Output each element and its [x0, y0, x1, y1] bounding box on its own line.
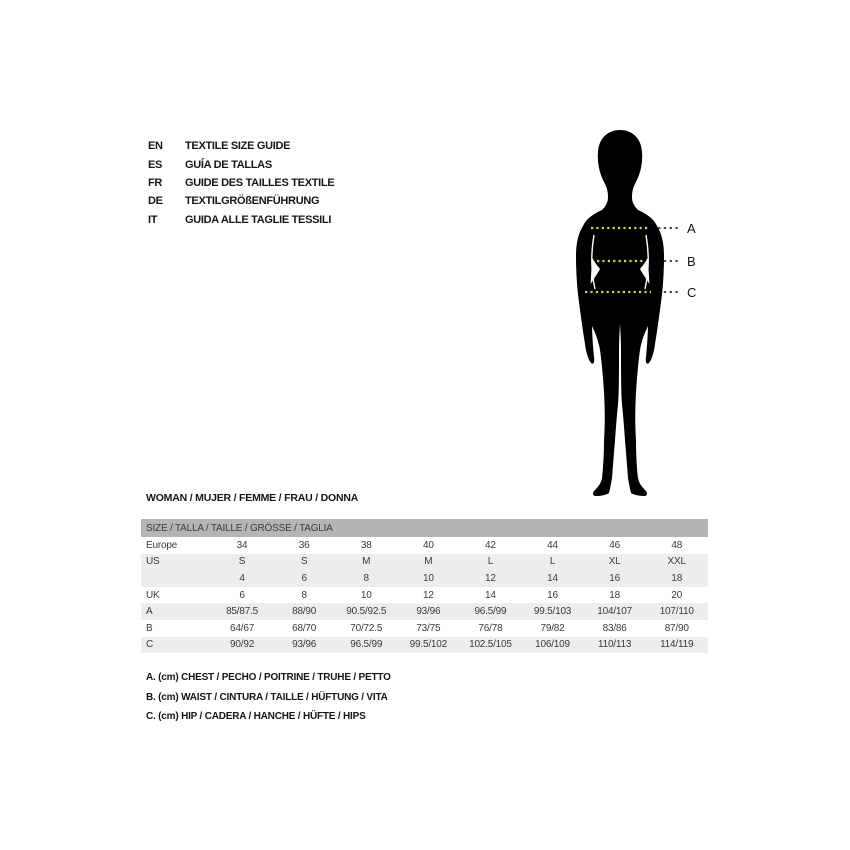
- legend-item: B. (cm) WAIST / CINTURA / TAILLE / HÜFTUNG / VITA: [146, 691, 388, 703]
- measurement-legend: [146, 668, 391, 727]
- measurement-label-c: C: [687, 285, 697, 300]
- size-table-body: [141, 537, 708, 653]
- table-cell: L: [549, 556, 556, 568]
- table-cell: 93/96: [292, 639, 317, 651]
- table-cell: 70/72.5: [350, 622, 383, 634]
- table-cell: 96.5/99: [350, 639, 383, 651]
- table-cell: 48: [671, 539, 683, 551]
- measurement-label-b: B: [687, 254, 696, 269]
- language-label: GUÍA DE TALLAS: [185, 158, 272, 171]
- legend-item: C. (cm) HIP / CADERA / HANCHE / HÜFTE / HIPS: [146, 711, 366, 723]
- legend-item: A. (cm) CHEST / PECHO / POITRINE / TRUHE / PETTO: [146, 672, 391, 683]
- language-title-list: [148, 137, 334, 229]
- table-cell: M: [424, 556, 433, 568]
- table-cell: 79/82: [540, 622, 565, 634]
- size-table: [141, 519, 708, 653]
- table-row: [141, 537, 708, 554]
- table-row: [141, 587, 708, 604]
- table-cell: 44: [547, 539, 558, 551]
- table-cell: 8: [301, 589, 307, 601]
- table-cell: 4: [239, 572, 245, 584]
- language-label: TEXTILGRÖßENFÜHRUNG: [185, 195, 320, 208]
- table-cell: 36: [298, 539, 310, 551]
- table-cell: 16: [609, 572, 620, 584]
- table-cell: 76/78: [478, 622, 503, 634]
- table-cell: 6: [239, 589, 245, 601]
- table-cell: 46: [609, 539, 620, 551]
- table-cell: 40: [422, 539, 434, 551]
- language-row: [148, 192, 334, 210]
- language-row: [148, 137, 334, 155]
- table-cell: 20: [671, 589, 683, 601]
- table-row: [141, 570, 708, 587]
- table-cell: 12: [422, 589, 434, 601]
- language-row: [148, 211, 334, 229]
- language-label: GUIDA ALLE TAGLIE TESSILI: [185, 213, 332, 226]
- table-cell: 10: [422, 572, 434, 584]
- size-table-header: SIZE / TALLA / TAILLE / GRÖSSE / TAGLIA: [141, 519, 708, 537]
- table-cell: 90.5/92.5: [346, 606, 387, 618]
- table-cell: 90/92: [230, 639, 255, 651]
- language-code: ES: [148, 158, 163, 171]
- row-label: UK: [146, 589, 160, 601]
- measurement-figure: [548, 122, 718, 507]
- table-cell: 102.5/105: [469, 639, 512, 651]
- language-code: IT: [148, 213, 158, 226]
- language-code: DE: [148, 195, 163, 208]
- table-cell: 34: [236, 539, 248, 551]
- table-cell: 110/113: [597, 639, 632, 651]
- table-cell: 18: [609, 589, 620, 601]
- table-cell: 99.5/103: [533, 606, 572, 618]
- row-label: A: [146, 606, 153, 618]
- table-row: [141, 637, 708, 654]
- table-cell: XL: [608, 556, 621, 568]
- table-cell: 104/107: [597, 606, 632, 618]
- table-cell: 16: [547, 589, 558, 601]
- table-cell: 73/75: [416, 622, 441, 634]
- table-cell: 42: [485, 539, 496, 551]
- measurement-label-a: A: [687, 221, 696, 236]
- language-label: GUIDE DES TAILLES TEXTILE: [185, 176, 335, 189]
- table-cell: 87/90: [664, 622, 689, 634]
- table-cell: 12: [485, 572, 496, 584]
- table-cell: 114/119: [660, 639, 694, 651]
- table-cell: S: [238, 556, 246, 568]
- woman-silhouette: [583, 130, 657, 496]
- table-cell: XXL: [667, 556, 686, 568]
- table-cell: L: [487, 556, 494, 568]
- table-cell: 85/87.5: [226, 606, 259, 618]
- table-cell: 38: [360, 539, 372, 551]
- table-cell: 18: [671, 572, 683, 584]
- table-cell: 83/86: [602, 622, 627, 634]
- table-cell: 107/110: [659, 606, 694, 618]
- table-cell: 88/90: [292, 606, 317, 618]
- table-cell: 10: [360, 589, 372, 601]
- row-label: B: [146, 622, 153, 634]
- table-cell: 14: [547, 572, 558, 584]
- group-title: WOMAN / MUJER / FEMME / FRAU / DONNA: [146, 492, 359, 504]
- table-row: [141, 603, 708, 620]
- table-cell: 6: [301, 572, 307, 584]
- table-row: [141, 620, 708, 637]
- table-cell: S: [300, 556, 308, 568]
- row-label: C: [146, 639, 154, 651]
- row-label: US: [146, 556, 160, 568]
- table-cell: 93/96: [416, 606, 441, 618]
- language-row: [148, 174, 334, 192]
- language-label: TEXTILE SIZE GUIDE: [185, 140, 291, 153]
- table-cell: 14: [485, 589, 496, 601]
- row-label: Europe: [146, 539, 178, 551]
- table-cell: 99.5/102: [409, 639, 447, 651]
- table-cell: 96.5/99: [474, 606, 507, 618]
- language-code: EN: [148, 140, 163, 153]
- table-cell: 64/67: [230, 622, 255, 634]
- language-row: [148, 155, 334, 173]
- table-cell: 68/70: [292, 622, 317, 634]
- table-cell: 106/109: [535, 639, 570, 651]
- table-row: [141, 554, 708, 571]
- table-cell: M: [362, 556, 371, 568]
- language-code: FR: [148, 176, 163, 189]
- table-cell: 8: [363, 572, 369, 584]
